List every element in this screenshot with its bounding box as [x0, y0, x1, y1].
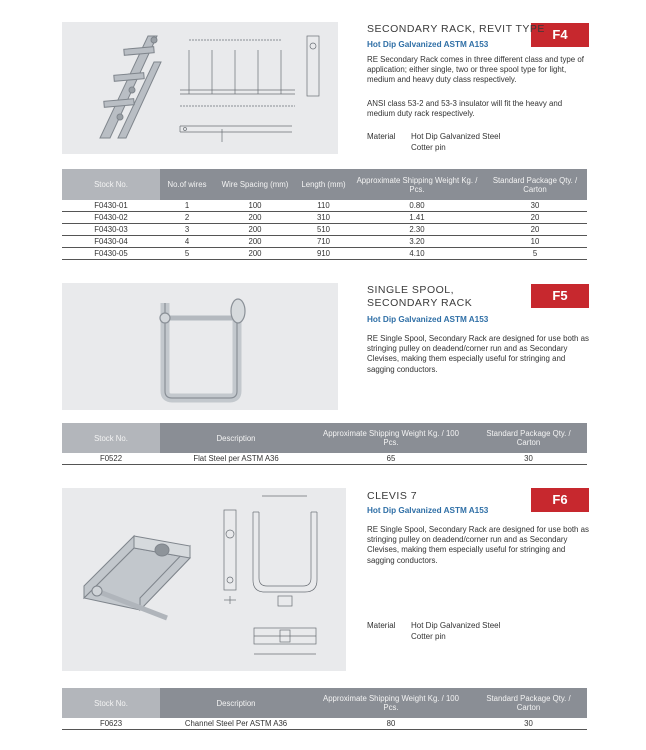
table-header: Approximate Shipping Weight Kg. / Pcs. [351, 169, 483, 200]
table-cell: 4.10 [351, 248, 483, 260]
table-cell: F0430-05 [62, 248, 160, 260]
material-label-f6: Material [367, 621, 396, 630]
material-value-f4-1: Hot Dip Galvanized Steel [411, 132, 501, 141]
table-cell: 310 [296, 212, 351, 224]
table-header: Description [160, 688, 312, 718]
table-row [62, 212, 587, 224]
table-row [62, 200, 587, 212]
table-header: Approximate Shipping Weight Kg. / 100 Pcs. [312, 688, 470, 718]
section-badge-f4: F4 [531, 23, 589, 47]
table-header: Stock No. [62, 423, 160, 453]
section-description-f4: RE Secondary Rack comes in three different class and type of application; either single, two or three spool type for light, medium and heavy duty class respectively. [367, 55, 584, 85]
table-cell: Flat Steel per ASTM A36 [160, 453, 312, 465]
table-header: Length (mm) [296, 169, 351, 200]
material-value-f4-2: Cotter pin [411, 143, 446, 152]
table-header: Approximate Shipping Weight Kg. / 100 Pcs. [312, 423, 470, 453]
table-cell: 3 [160, 224, 214, 236]
table-cell: F0430-03 [62, 224, 160, 236]
table-cell: 200 [214, 236, 296, 248]
section-subtitle-f6: Hot Dip Galvanized ASTM A153 [367, 506, 489, 515]
table-header: Wire Spacing (mm) [214, 169, 296, 200]
table-row [62, 718, 587, 730]
table-cell: 10 [483, 236, 587, 248]
table-cell: 20 [483, 224, 587, 236]
material-value-f6-1: Hot Dip Galvanized Steel [411, 621, 501, 630]
secondary-rack-drawing [62, 22, 338, 154]
secondary-rack-image [62, 22, 338, 154]
table-cell: 710 [296, 236, 351, 248]
table-row [62, 248, 587, 260]
section-title-f5-line2: SECONDARY RACK [367, 297, 473, 309]
section-title-f6: CLEVIS 7 [367, 490, 418, 502]
table-cell: 30 [483, 200, 587, 212]
table-cell: 200 [214, 212, 296, 224]
product-table-f4 [62, 169, 587, 260]
table-cell: 1.41 [351, 212, 483, 224]
single-spool-rack-drawing [62, 283, 338, 410]
clevis-drawing [62, 488, 346, 671]
table-cell: 110 [296, 200, 351, 212]
product-table-f5 [62, 423, 587, 465]
single-spool-rack-image [62, 283, 338, 410]
material-label-f4: Material [367, 132, 396, 141]
table-header: Stock No. [62, 169, 160, 200]
table-cell: F0430-04 [62, 236, 160, 248]
product-table-f6 [62, 688, 587, 730]
section-title-f4: SECONDARY RACK, REVIT TYPE [367, 23, 545, 35]
section-description2-f4: ANSI class 53-2 and 53-3 insulator will fit the heavy and medium duty rack respectively. [367, 99, 563, 119]
table-cell: F0522 [62, 453, 160, 465]
table-cell: 30 [470, 453, 587, 465]
table-header: Stock No. [62, 688, 160, 718]
table-cell: 4 [160, 236, 214, 248]
section-description-f6: RE Single Spool, Secondary Rack are designed for use both as stringing pulley on deadend/corner run and as Secondary Clevises, making them especially useful for stringing and sagging conductors. [367, 525, 589, 565]
section-subtitle-f4: Hot Dip Galvanized ASTM A153 [367, 40, 489, 49]
table-cell: 510 [296, 224, 351, 236]
table-cell: F0623 [62, 718, 160, 730]
table-cell: 1 [160, 200, 214, 212]
section-badge-f5: F5 [531, 284, 589, 308]
table-row [62, 453, 587, 465]
table-cell: 200 [214, 224, 296, 236]
table-header: No.of wires [160, 169, 214, 200]
table-cell: 2 [160, 212, 214, 224]
section-subtitle-f5: Hot Dip Galvanized ASTM A153 [367, 315, 489, 324]
table-cell: 100 [214, 200, 296, 212]
table-header: Standard Package Qty. / Carton [470, 688, 587, 718]
material-value-f6-2: Cotter pin [411, 632, 446, 641]
section-title-f5-line1: SINGLE SPOOL, [367, 284, 455, 296]
section-badge-f6: F6 [531, 488, 589, 512]
table-cell: 80 [312, 718, 470, 730]
table-cell: F0430-02 [62, 212, 160, 224]
table-cell: 0.80 [351, 200, 483, 212]
table-cell: 3.20 [351, 236, 483, 248]
table-row [62, 224, 587, 236]
table-cell: 910 [296, 248, 351, 260]
table-cell: 5 [483, 248, 587, 260]
table-cell: F0430-01 [62, 200, 160, 212]
table-cell: 30 [470, 718, 587, 730]
table-cell: 5 [160, 248, 214, 260]
table-row [62, 236, 587, 248]
clevis-image [62, 488, 346, 671]
table-cell: 65 [312, 453, 470, 465]
section-description-f5: RE Single Spool, Secondary Rack are designed for use both as stringing pulley on deadend/corner run and as Secondary Clevises, making them especially useful for stringing and sagging conductors. [367, 334, 589, 374]
table-cell: Channel Steel Per ASTM A36 [160, 718, 312, 730]
table-cell: 20 [483, 212, 587, 224]
table-header: Description [160, 423, 312, 453]
table-cell: 200 [214, 248, 296, 260]
table-cell: 2.30 [351, 224, 483, 236]
table-header: Standard Package Qty. / Carton [483, 169, 587, 200]
table-header: Standard Package Qty. / Carton [470, 423, 587, 453]
